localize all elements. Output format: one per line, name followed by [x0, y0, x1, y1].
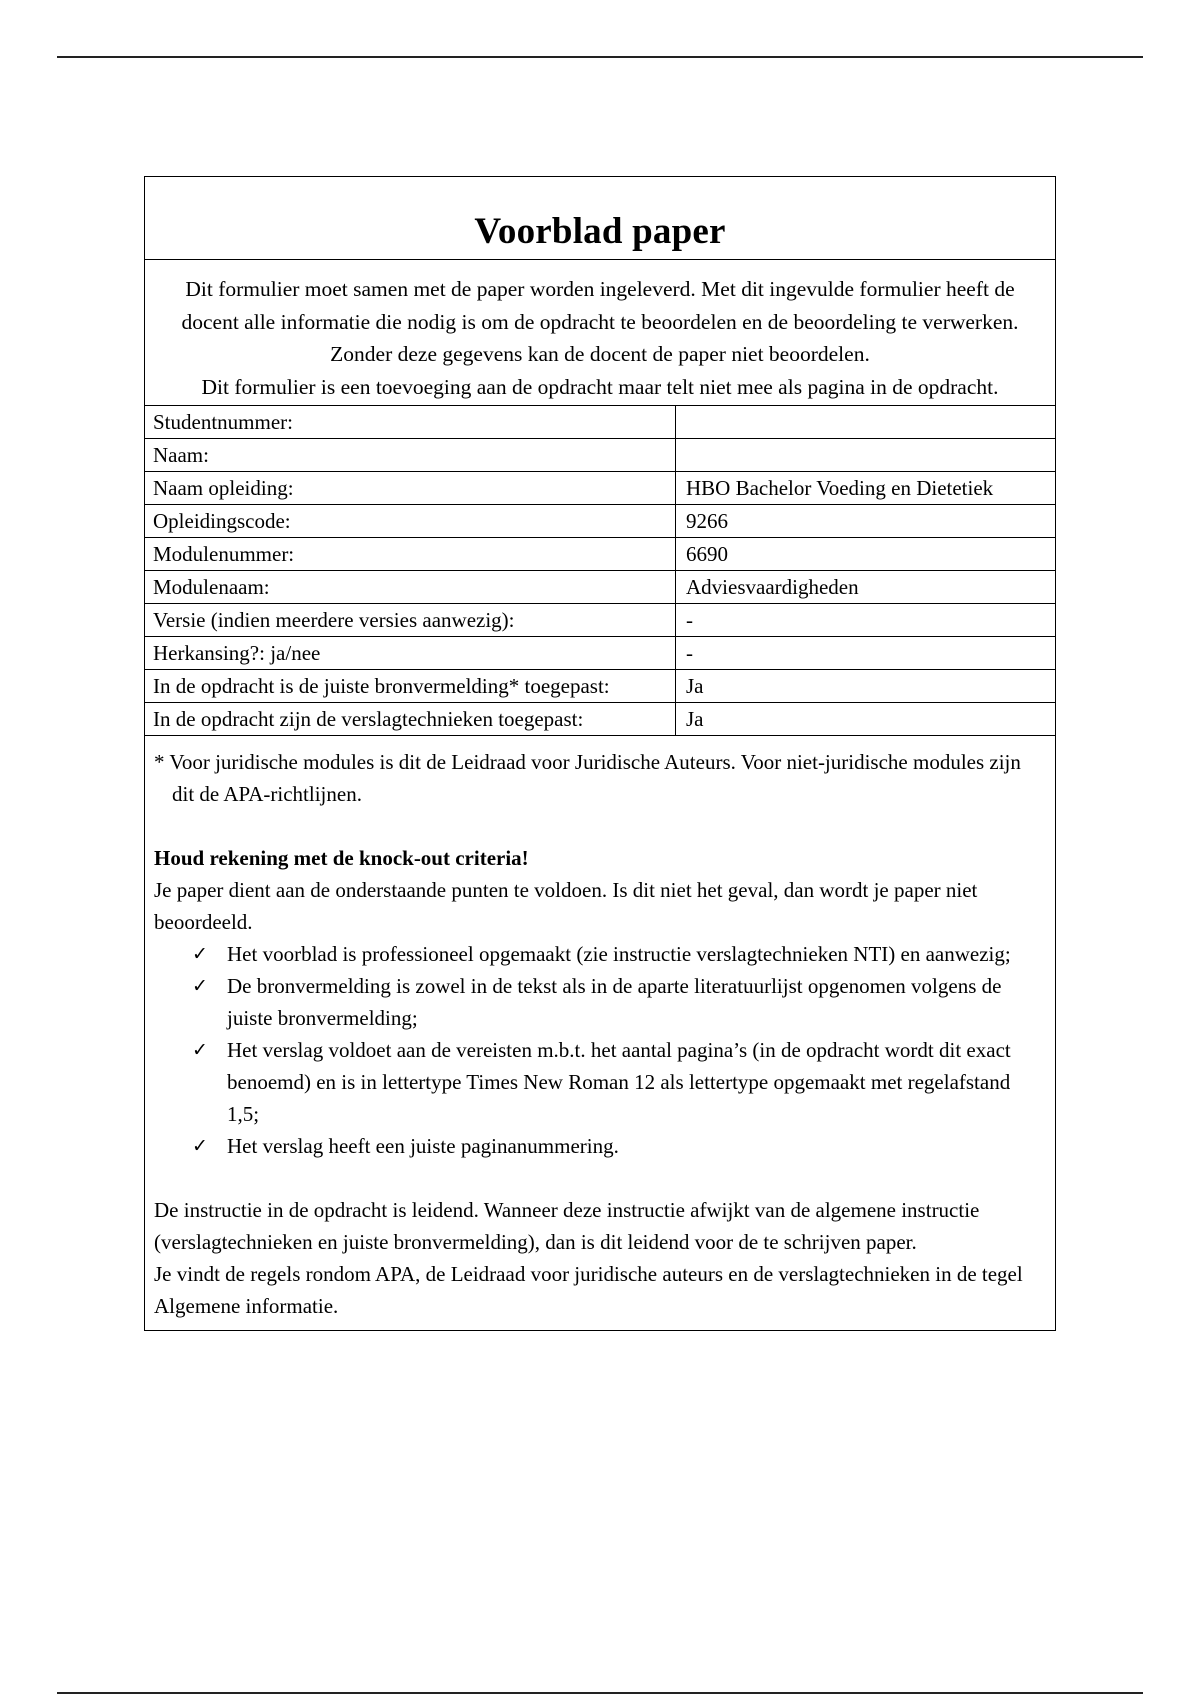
table-row: [145, 604, 1055, 637]
field-value[interactable]: Adviesvaardigheden: [676, 571, 1056, 604]
field-label: Naam opleiding:: [145, 472, 676, 505]
table-row: [145, 571, 1055, 604]
checkmark-icon: ✓: [192, 975, 208, 997]
table-row: [145, 406, 1055, 439]
table-row: [145, 505, 1055, 538]
list-item-text: Het verslag voldoet aan de vereisten m.b.t. het aantal pagina’s (in de opdracht wordt dit exact benoemd) en is in lettertype Times New Roman 12 als lettertype opgemaakt met regelafstand 1,5;: [227, 1038, 1011, 1126]
knockout-title: Houd rekening met de knock-out criteria!: [154, 846, 529, 870]
field-label: Naam:: [145, 439, 676, 472]
list-item: [192, 1130, 1047, 1162]
table-row: [145, 439, 1055, 472]
table-row: [145, 637, 1055, 670]
checkmark-icon: ✓: [192, 943, 208, 965]
top-rule: [57, 56, 1143, 58]
field-value[interactable]: Ja: [676, 703, 1056, 736]
footnote: * Voor juridische modules is dit de Leidraad voor Juridische Auteurs. Voor niet-juridische modules zijn dit de APA-richtlijnen.: [154, 750, 1021, 806]
intro-paragraph: Dit formulier moet samen met de paper worden ingeleverd. Met dit ingevulde formulier heeft de docent alle informatie die nodig is om de opdracht te beoordelen en de beoordeling te verwerken. Zonder deze gegevens kan de docent de paper niet beoordelen.: [181, 277, 1019, 366]
bottom-rule: [57, 1692, 1143, 1694]
field-label: Herkansing?: ja/nee: [145, 637, 676, 670]
field-label: Modulenaam:: [145, 571, 676, 604]
list-item: [192, 938, 1047, 970]
field-value[interactable]: -: [676, 604, 1056, 637]
list-item-text: Het verslag heeft een juiste paginanummering.: [227, 1134, 619, 1158]
field-label: Studentnummer:: [145, 406, 676, 439]
table-row: [145, 538, 1055, 571]
list-item: [192, 970, 1047, 1034]
intro-paragraph: Dit formulier is een toevoeging aan de opdracht maar telt niet mee als pagina in de opdracht.: [201, 374, 999, 399]
field-label: Opleidingscode:: [145, 505, 676, 538]
field-label: Versie (indien meerdere versies aanwezig):: [145, 604, 676, 637]
table-row: [145, 472, 1055, 505]
checkmark-icon: ✓: [192, 1135, 208, 1157]
field-value[interactable]: -: [676, 637, 1056, 670]
field-label: In de opdracht zijn de verslagtechnieken toegepast:: [145, 703, 676, 736]
field-value[interactable]: 6690: [676, 538, 1056, 571]
checkmark-icon: ✓: [192, 1039, 208, 1061]
field-value[interactable]: HBO Bachelor Voeding en Dietetiek: [676, 472, 1056, 505]
intro-text: [145, 260, 1055, 406]
list-item-text: Het voorblad is professioneel opgemaakt (zie instructie verslagtechnieken NTI) en aanwezig;: [227, 942, 1011, 966]
page-title: Voorblad paper: [474, 211, 726, 252]
field-label: Modulenummer:: [145, 538, 676, 571]
list-item: [192, 1034, 1047, 1130]
fields-table: [145, 406, 1055, 736]
field-label: In de opdracht is de juiste bronvermelding* toegepast:: [145, 670, 676, 703]
field-value[interactable]: [676, 439, 1056, 472]
knockout-list: [154, 938, 1047, 1162]
list-item-text: De bronvermelding is zowel in de tekst als in de aparte literatuurlijst opgenomen volgens de juiste bronvermelding;: [227, 974, 1002, 1030]
closing-paragraph: Je vindt de regels rondom APA, de Leidraad voor juridische auteurs en de verslagtechnieken in de tegel Algemene informatie.: [154, 1262, 1023, 1318]
field-value[interactable]: [676, 406, 1056, 439]
closing-paragraph: De instructie in de opdracht is leidend. Wanneer deze instructie afwijkt van de algemene instructie (verslagtechnieken en juiste bronvermelding), dan is dit leidend voor de te schrijven paper.: [154, 1198, 980, 1254]
field-value[interactable]: Ja: [676, 670, 1056, 703]
cover-sheet-form: [144, 176, 1056, 1331]
field-value[interactable]: 9266: [676, 505, 1056, 538]
table-row: [145, 703, 1055, 736]
table-row: [145, 670, 1055, 703]
knockout-intro: Je paper dient aan de onderstaande punten te voldoen. Is dit niet het geval, dan wordt je paper niet beoordeeld.: [154, 878, 978, 934]
notes-section: [145, 736, 1055, 1330]
title-row: [145, 177, 1055, 260]
